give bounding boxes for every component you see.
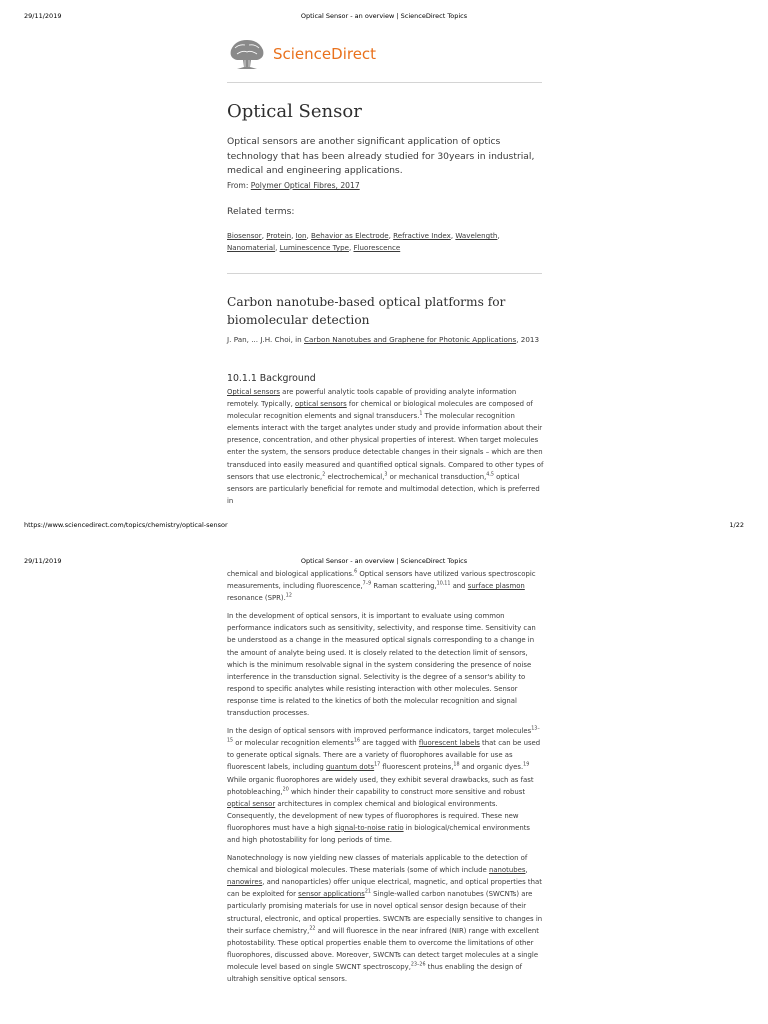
term-link[interactable]: optical sensor xyxy=(227,799,276,808)
text-run: that can be used to generate optical signals. There are a variety of fluorophores available for use as fluorescent labels, including xyxy=(227,739,541,772)
elsevier-tree-icon xyxy=(227,36,267,72)
term-link[interactable]: Luminescence Type xyxy=(279,243,349,252)
text-run: and organic dyes. xyxy=(459,763,524,772)
text-run: and will fluoresce in the near infrared (NIR) range with excellent photostability. These optical properties enable them to overcome the limitations of other fluorophores, discussed above. Moreover, SWCNTs can detect target molecules at a single molecule level based on single SWCNT spectroscopy, xyxy=(227,926,539,971)
text-run: , and nanoparticles) offer unique electrical, magnetic, and optical properties that can be exploited for xyxy=(227,878,542,899)
term-link[interactable]: Refractive Index xyxy=(393,231,451,240)
term-link[interactable]: optical sensors xyxy=(294,400,347,409)
term-link[interactable]: nanotubes xyxy=(488,866,526,875)
citation-ref[interactable]: 1 xyxy=(419,411,423,417)
divider xyxy=(227,82,542,83)
term-link[interactable]: Nanomaterial xyxy=(227,243,276,252)
related-terms-list: Biosensor, Protein, Ion, Behavior as Electrode, Refractive Index, Wavelength, Nanomaterial, Luminescence Type, Fluorescence xyxy=(227,231,500,252)
citation-ref[interactable]: 20 xyxy=(282,787,289,793)
text-run: thus enabling the design of ultrahigh sensitive optical sensors. xyxy=(227,962,523,983)
text-run: in biological/chemical environments and high photostability for long periods of time. xyxy=(227,823,531,844)
book-year: , 2013 xyxy=(516,335,540,344)
citation-ref[interactable]: 6 xyxy=(354,569,358,575)
citation-ref[interactable]: 7–9 xyxy=(362,581,372,587)
related-terms-heading: Related terms: xyxy=(227,206,295,217)
citation-ref[interactable]: 17 xyxy=(374,763,381,769)
text-run: or mechanical transduction, xyxy=(387,472,487,481)
term-link[interactable]: Wavelength xyxy=(455,231,498,240)
term-link[interactable]: Behavior as Electrode xyxy=(311,231,389,240)
text-run: which hinder their capability to construct more sensitive and robust xyxy=(288,787,526,796)
text-run: In the design of optical sensors with improved performance indicators, target molecules xyxy=(227,727,532,736)
page-header-title: Optical Sensor - an overview | ScienceDirect Topics xyxy=(300,12,468,20)
citation-ref[interactable]: 19 xyxy=(523,763,530,769)
term-link[interactable]: Fluorescence xyxy=(353,243,401,252)
text-run: Nanotechnology is now yielding new classes of materials applicable to the detection of chemical and biological molecules. These materials (some of which include xyxy=(227,854,528,875)
text-run: Raman scattering, xyxy=(371,582,437,591)
citation-ref[interactable]: 18 xyxy=(453,763,460,769)
source-link[interactable]: Polymer Optical Fibres, 2017 xyxy=(250,181,360,190)
divider xyxy=(227,273,542,274)
term-link[interactable]: sensor applications xyxy=(298,890,365,899)
citation-ref[interactable]: 12 xyxy=(285,593,292,599)
text-run: fluorescent proteins, xyxy=(380,763,454,772)
citation-ref[interactable]: 13–15 xyxy=(227,726,540,744)
text-run: for chemical or biological molecules are composed of molecular recognition elements and signal transducers. xyxy=(227,400,533,421)
paragraph xyxy=(227,386,545,507)
page-header-title: Optical Sensor - an overview | ScienceDirect Topics xyxy=(300,557,468,565)
book-link[interactable]: Carbon Nanotubes and Graphene for Photonic Applications xyxy=(304,335,517,344)
citation-ref[interactable]: 3 xyxy=(384,472,388,478)
text-run: are tagged with xyxy=(360,739,419,748)
brand-name: ScienceDirect xyxy=(273,45,377,63)
citation-ref[interactable]: 21 xyxy=(364,890,371,896)
sciencedirect-brand[interactable] xyxy=(227,36,376,72)
authors-text: J. Pan, ... J.H. Choi, in xyxy=(227,335,302,344)
paragraph xyxy=(227,568,545,604)
paragraph xyxy=(227,852,545,985)
citation-ref[interactable]: 22 xyxy=(309,926,316,932)
text-run: architectures in complex chemical and biological environments. Consequently, the development of new types of fluorophores is required. These new fluorophores must have a high xyxy=(227,799,519,832)
citation-ref[interactable]: 10,11 xyxy=(436,581,451,587)
page-title: Optical Sensor xyxy=(227,101,362,122)
text-run: are powerful analytic tools capable of providing analyte information remotely. Typically, xyxy=(227,388,517,409)
from-label: From: xyxy=(227,181,249,190)
page-footer-url: https://www.sciencedirect.com/topics/chemistry/optical-sensor xyxy=(24,521,228,529)
text-run: chemical and biological applications. xyxy=(227,570,355,578)
page-footer-number: 1/22 xyxy=(729,521,744,529)
page-header-date: 29/11/2019 xyxy=(24,12,62,20)
term-link[interactable]: Ion xyxy=(295,231,307,240)
term-link[interactable]: surface plasmon xyxy=(467,582,525,591)
topic-intro: Optical sensors are another significant application of optics technology that has been already studied for 30years in industrial, medical and engineering applications. xyxy=(227,136,535,176)
section-heading: 10.1.1 Background xyxy=(227,373,316,384)
term-link[interactable]: signal-to-noise ratio xyxy=(334,823,404,832)
page-header-date: 29/11/2019 xyxy=(24,557,62,565)
text-run: or molecular recognition elements xyxy=(233,739,354,748)
citation-ref[interactable]: 4,5 xyxy=(486,472,494,478)
chapter-title[interactable]: Carbon nanotube-based optical platforms for biomolecular detection xyxy=(227,295,506,327)
term-link[interactable]: nanowires xyxy=(227,878,263,887)
topic-source xyxy=(227,181,360,190)
text-run: and xyxy=(450,582,468,591)
text-run: Single-walled carbon nanotubes (SWCNTs) are particularly promising materials for use in novel optical sensor design because of their structural, electronic, and optical properties. SWCNTs are especially sensitive to changes in their surface chemistry, xyxy=(227,890,543,935)
chapter-authors xyxy=(227,334,547,346)
citation-ref[interactable]: 23–26 xyxy=(410,962,426,968)
term-link[interactable]: fluorescent labels xyxy=(418,739,480,748)
text-run: , xyxy=(525,866,528,875)
text-run: While organic fluorophores are widely used, they exhibit several drawbacks, such as fast photobleaching, xyxy=(227,775,534,796)
text-run: resonance (SPR). xyxy=(227,594,286,603)
page2-body xyxy=(227,568,545,991)
paragraph xyxy=(227,725,545,846)
text-run: Optical sensors have utilized various spectroscopic measurements, including fluorescence, xyxy=(227,570,536,591)
term-link[interactable]: Optical sensors xyxy=(227,388,280,396)
citation-ref[interactable]: 16 xyxy=(353,738,361,744)
term-link[interactable]: quantum dots xyxy=(325,763,375,772)
text-run: electrochemical, xyxy=(325,472,385,481)
term-link[interactable]: Protein xyxy=(266,231,292,240)
citation-ref[interactable]: 2 xyxy=(322,472,326,478)
term-link[interactable]: Biosensor xyxy=(227,231,262,240)
paragraph: In the development of optical sensors, it is important to evaluate using common performance indicators such as sensitivity, selectivity, and response time. Sensitivity can be understood as a change in the measured optical signals corresponding to a change in the amount of analyte being used. It is closely related to the detection limit of sensors, which is the minimum resolvable signal in the system considering the presence of noise interference in the transduction signal. Selectivity is the degree of a sensor's ability to respond to specific analytes while resisting interaction with other molecules. Sensor response time is related to the kinetics of both the molecular recognition and signal transduction processes. xyxy=(227,612,536,718)
text-run: The molecular recognition elements interact with the target analytes under study and provide information about their presence, concentration, and other physical properties of interest. When target molecules enter the system, the sensors produce detectable changes in their signals – which are then transduced into easily measured and quantified optical signals. Compared to other types of sensors that use electronic, xyxy=(227,412,544,481)
text-run: optical sensors are particularly beneficial for remote and multimodal detection, which is preferred in xyxy=(227,472,540,505)
